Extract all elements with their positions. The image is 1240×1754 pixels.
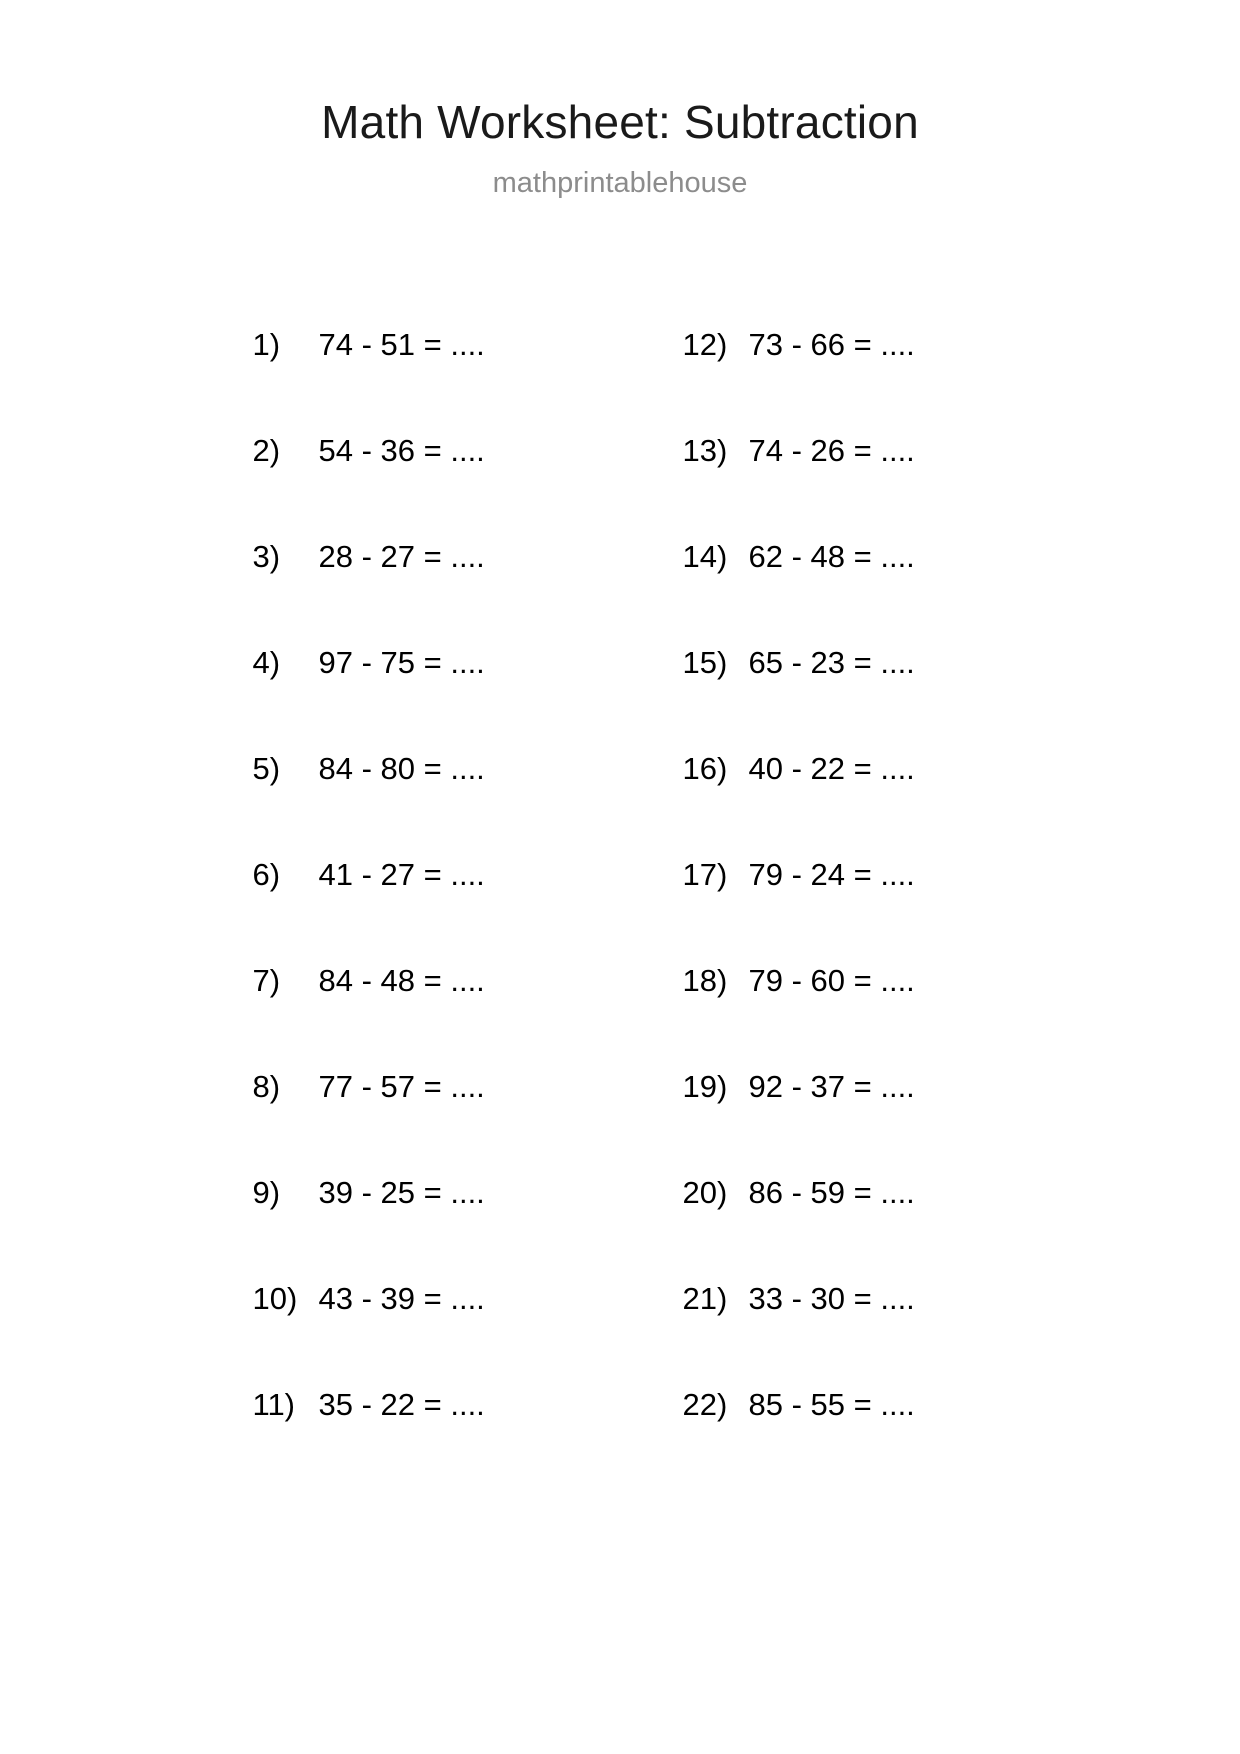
problem-item — [253, 822, 563, 928]
problem-column-left — [253, 292, 563, 1458]
problem-expression: 74 - 51 = .... — [318, 327, 485, 362]
problem-expression: 39 - 25 = .... — [318, 1175, 485, 1210]
problem-number: 20) — [682, 1175, 728, 1210]
problem-item — [683, 1246, 1013, 1352]
problem-number: 19) — [682, 1069, 728, 1104]
problem-item — [253, 292, 563, 398]
problem-item — [683, 928, 1013, 1034]
problem-number: 17) — [682, 857, 728, 892]
problem-item — [253, 1352, 563, 1458]
problem-number: 15) — [682, 645, 728, 680]
problem-item — [683, 398, 1013, 504]
problem-number: 21) — [682, 1281, 728, 1316]
problem-number: 9) — [252, 1175, 281, 1210]
problem-expression: 43 - 39 = .... — [318, 1281, 485, 1316]
problem-item — [253, 716, 563, 822]
problem-expression: 92 - 37 = .... — [748, 1069, 915, 1104]
problem-item — [253, 398, 563, 504]
problem-item — [253, 504, 563, 610]
problem-expression: 65 - 23 = .... — [748, 645, 915, 680]
problem-item — [253, 610, 563, 716]
problem-number: 4) — [252, 645, 281, 680]
problem-item — [683, 1140, 1013, 1246]
problem-expression: 86 - 59 = .... — [748, 1175, 915, 1210]
page-title: Math Worksheet: Subtraction — [321, 96, 919, 148]
problem-expression: 35 - 22 = .... — [318, 1387, 485, 1422]
problem-number: 22) — [682, 1387, 728, 1422]
problem-expression: 54 - 36 = .... — [318, 433, 485, 468]
problem-number: 16) — [682, 751, 728, 786]
problem-expression: 97 - 75 = .... — [318, 645, 485, 680]
problem-item — [683, 1034, 1013, 1140]
problem-expression: 41 - 27 = .... — [318, 857, 485, 892]
problem-number: 7) — [252, 963, 281, 998]
problem-expression: 73 - 66 = .... — [748, 327, 915, 362]
problem-number: 18) — [682, 963, 728, 998]
problem-number: 3) — [252, 539, 281, 574]
problem-expression: 33 - 30 = .... — [748, 1281, 915, 1316]
problem-number: 5) — [252, 751, 281, 786]
problem-expression: 79 - 60 = .... — [748, 963, 915, 998]
problem-list — [0, 292, 1240, 1458]
problem-expression: 40 - 22 = .... — [748, 751, 915, 786]
problem-number: 6) — [252, 857, 281, 892]
problem-expression: 79 - 24 = .... — [748, 857, 915, 892]
page-subtitle: mathprintablehouse — [492, 167, 748, 199]
problem-item — [683, 716, 1013, 822]
problem-item — [683, 504, 1013, 610]
problem-item — [683, 822, 1013, 928]
problem-number: 8) — [252, 1069, 281, 1104]
problem-item — [253, 1246, 563, 1352]
problem-expression: 84 - 80 = .... — [318, 751, 485, 786]
problem-number: 1) — [252, 327, 281, 362]
problem-item — [253, 1034, 563, 1140]
problem-item — [683, 292, 1013, 398]
problem-column-right — [683, 292, 1013, 1458]
problem-number: 11) — [252, 1387, 296, 1422]
problem-number: 2) — [252, 433, 281, 468]
problem-item — [683, 1352, 1013, 1458]
problem-expression: 77 - 57 = .... — [318, 1069, 485, 1104]
problem-item — [683, 610, 1013, 716]
problem-expression: 62 - 48 = .... — [748, 539, 915, 574]
problem-number: 10) — [252, 1281, 298, 1316]
problem-number: 12) — [682, 327, 728, 362]
problem-expression: 84 - 48 = .... — [318, 963, 485, 998]
problem-number: 14) — [682, 539, 728, 574]
problem-item — [253, 928, 563, 1034]
problem-number: 13) — [682, 433, 728, 468]
problem-expression: 85 - 55 = .... — [748, 1387, 915, 1422]
problem-expression: 28 - 27 = .... — [318, 539, 485, 574]
problem-item — [253, 1140, 563, 1246]
problem-expression: 74 - 26 = .... — [748, 433, 915, 468]
